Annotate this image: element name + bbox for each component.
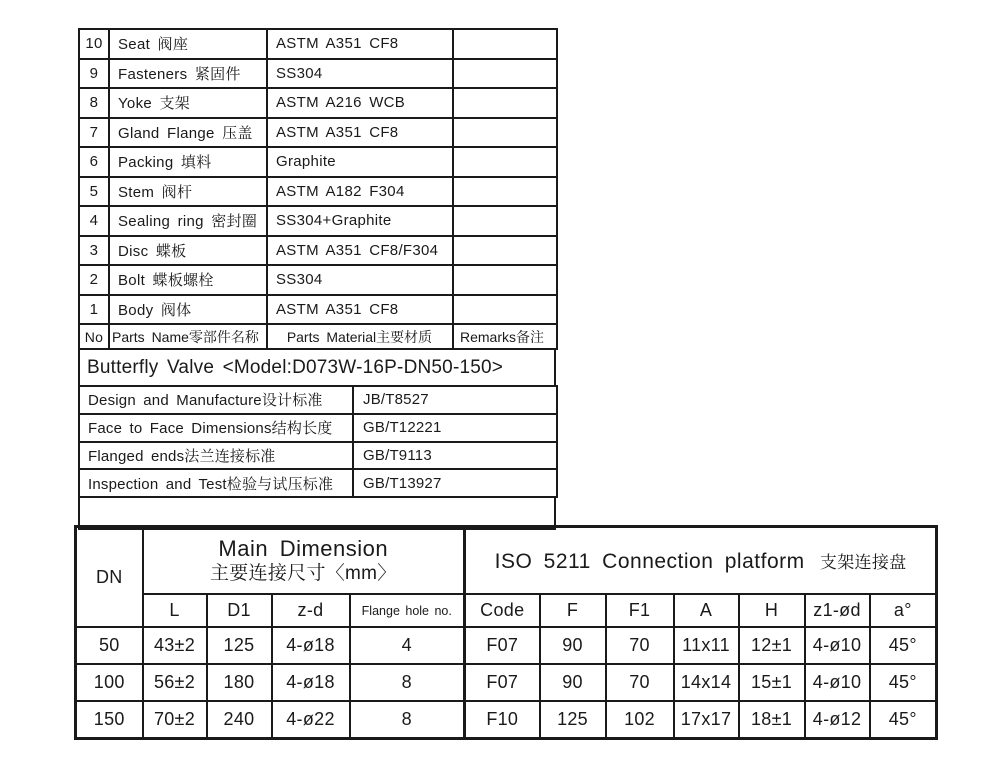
cell-dn: 100 [76,664,143,701]
standard-label: Face to Face Dimensions结构长度 [79,414,353,442]
part-no: 9 [79,59,109,89]
standard-value: GB/T9113 [353,442,557,470]
col-header-l: L [143,594,207,627]
parts-header-remarks: Remarks备注 [453,324,557,349]
model-title: Butterfly Valve <Model:D073W-16P-DN50-150> [87,356,504,378]
cell-a: 11x11 [674,627,739,664]
parts-row [79,147,557,177]
cell-dn: 50 [76,627,143,664]
cell-d1: 240 [207,701,272,739]
standard-value: GB/T12221 [353,414,557,442]
iso-platform-title: ISO 5211 Connection platform [494,549,805,573]
part-name: Packing 填料 [109,147,267,177]
part-name: Disc 蝶板 [109,236,267,266]
part-name: Bolt 蝶板螺栓 [109,265,267,295]
dimension-row [76,664,937,701]
cell-angle: 45° [870,701,937,739]
part-material: ASTM A182 F304 [267,177,453,207]
part-material: SS304 [267,59,453,89]
part-material: ASTM A351 CF8 [267,118,453,148]
cell-flange-hole-no: 4 [350,627,465,664]
part-material: Graphite [267,147,453,177]
part-material: ASTM A351 CF8/F304 [267,236,453,266]
part-remarks [453,118,557,148]
standards-table [78,385,558,498]
cell-flange-hole-no: 8 [350,701,465,739]
part-no: 5 [79,177,109,207]
part-material: ASTM A351 CF8 [267,295,453,325]
parts-row [79,118,557,148]
standard-row [79,386,557,414]
parts-header-name: Parts Name零部件名称 [109,324,267,349]
part-no: 8 [79,88,109,118]
part-material: ASTM A351 CF8 [267,29,453,59]
part-remarks [453,59,557,89]
cell-d1: 125 [207,627,272,664]
part-remarks [453,177,557,207]
iso-platform-title-cn: 支架连接盘 [819,552,907,572]
part-no: 7 [79,118,109,148]
cell-dn: 150 [76,701,143,739]
col-header-a: A [674,594,739,627]
cell-code: F10 [465,701,540,739]
part-no: 10 [79,29,109,59]
part-remarks [453,236,557,266]
cell-l: 56±2 [143,664,207,701]
cell-l: 43±2 [143,627,207,664]
part-remarks [453,295,557,325]
part-material: SS304+Graphite [267,206,453,236]
part-name: Fasteners 紧固件 [109,59,267,89]
standard-value: JB/T8527 [353,386,557,414]
parts-row [79,206,557,236]
cell-code: F07 [465,664,540,701]
part-material: SS304 [267,265,453,295]
cell-a: 14x14 [674,664,739,701]
col-header-zd: z-d [272,594,350,627]
col-header-d1: D1 [207,594,272,627]
iso-platform-header [465,527,937,595]
col-header-f1: F1 [606,594,674,627]
part-remarks [453,147,557,177]
parts-header-material: Parts Material主要材质 [267,324,453,349]
part-no: 4 [79,206,109,236]
part-remarks [453,88,557,118]
cell-code: F07 [465,627,540,664]
cell-flange-hole-no: 8 [350,664,465,701]
col-header-flange-hole-no: Flange hole no. [350,594,465,627]
col-header-code: Code [465,594,540,627]
dimension-row [76,701,937,739]
part-remarks [453,206,557,236]
cell-zd: 4-ø18 [272,627,350,664]
cell-f1: 70 [606,627,674,664]
cell-zd: 4-ø22 [272,701,350,739]
cell-angle: 45° [870,627,937,664]
dimension-subheader-row [76,594,937,627]
standard-row [79,442,557,470]
col-header-h: H [739,594,805,627]
cell-z1-od: 4-ø12 [805,701,870,739]
cell-h: 12±1 [739,627,805,664]
main-dimension-title: Main Dimension [218,536,389,562]
parts-table [78,28,558,350]
dimension-table [74,525,938,740]
dimension-row [76,627,937,664]
standard-row [79,469,557,497]
cell-h: 18±1 [739,701,805,739]
main-dimension-subtitle: 主要连接尺寸〈mm〉 [209,562,397,584]
parts-row [79,236,557,266]
part-name: Gland Flange 压盖 [109,118,267,148]
part-name: Sealing ring 密封圈 [109,206,267,236]
col-header-angle: a° [870,594,937,627]
dimension-header-row [76,527,937,595]
model-title-row [78,348,556,387]
cell-z1-od: 4-ø10 [805,664,870,701]
standard-label: Inspection and Test检验与试压标准 [79,469,353,497]
cell-f: 90 [540,664,606,701]
parts-header-row [79,324,557,349]
standard-value: GB/T13927 [353,469,557,497]
main-dimension-header [143,527,465,595]
part-remarks [453,265,557,295]
cell-d1: 180 [207,664,272,701]
col-header-z1-od: z1-ød [805,594,870,627]
part-remarks [453,29,557,59]
cell-f: 125 [540,701,606,739]
parts-row [79,29,557,59]
parts-header-no: No [79,324,109,349]
parts-row [79,295,557,325]
part-no: 1 [79,295,109,325]
cell-f1: 102 [606,701,674,739]
dn-header: DN [76,527,143,628]
cell-l: 70±2 [143,701,207,739]
cell-f1: 70 [606,664,674,701]
part-name: Stem 阀杆 [109,177,267,207]
part-material: ASTM A216 WCB [267,88,453,118]
parts-row [79,59,557,89]
standard-label: Design and Manufacture设计标准 [79,386,353,414]
cell-z1-od: 4-ø10 [805,627,870,664]
standard-row [79,414,557,442]
part-no: 6 [79,147,109,177]
cell-f: 90 [540,627,606,664]
cell-zd: 4-ø18 [272,664,350,701]
cell-h: 15±1 [739,664,805,701]
standard-label: Flanged ends法兰连接标准 [79,442,353,470]
part-name: Body 阀体 [109,295,267,325]
parts-row [79,88,557,118]
part-name: Yoke 支架 [109,88,267,118]
cell-a: 17x17 [674,701,739,739]
col-header-f: F [540,594,606,627]
parts-row [79,265,557,295]
part-name: Seat 阀座 [109,29,267,59]
part-no: 2 [79,265,109,295]
part-no: 3 [79,236,109,266]
parts-row [79,177,557,207]
spec-block [78,28,556,530]
cell-angle: 45° [870,664,937,701]
